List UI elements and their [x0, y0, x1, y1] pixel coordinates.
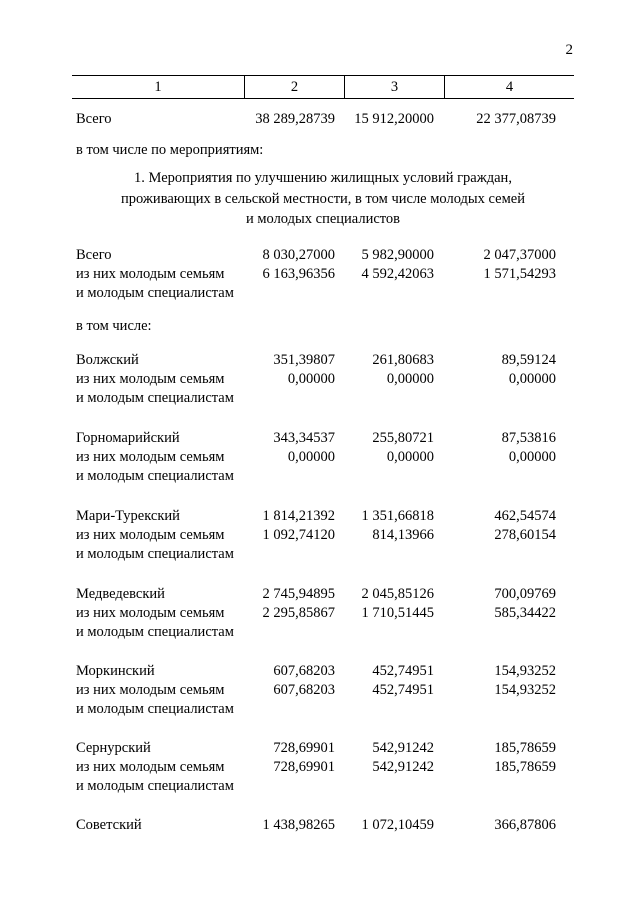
cell-col-2: 2 295,85867 [262, 605, 335, 621]
cell-col-4: 185,78659 [494, 759, 556, 775]
cell-col-4: 87,53816 [501, 430, 556, 446]
section-heading [72, 168, 574, 230]
cell-col-2: 607,68203 [273, 682, 335, 698]
cell-col-3: 5 982,90000 [361, 247, 434, 263]
page-number: 2 [565, 42, 573, 58]
cell-col-3: 452,74951 [372, 682, 434, 698]
cell-col-4: 585,34422 [494, 605, 556, 621]
cell-col-2: 728,69901 [273, 759, 335, 775]
row-label: и молодым специалистам [76, 390, 234, 406]
cell-col-4: 154,93252 [494, 663, 556, 679]
row-label: из них молодым семьям [76, 449, 225, 465]
table-row [0, 466, 639, 486]
cell-col-3: 0,00000 [386, 449, 434, 465]
district-name: Медведевский [76, 586, 165, 602]
row-label: из них молодым семьям [76, 605, 225, 621]
cell-col-3: 255,80721 [372, 430, 434, 446]
cell-col-4: 2 047,37000 [483, 247, 556, 263]
column-header-1: 1 [72, 76, 245, 98]
cell-col-3: 1 351,66818 [361, 508, 434, 524]
row-label: и молодым специалистам [76, 624, 234, 640]
cell-col-2: 351,39807 [273, 352, 335, 368]
table-row [0, 525, 639, 545]
table-row [0, 661, 639, 681]
row-label: Всего [76, 111, 112, 127]
cell-col-4: 89,59124 [501, 352, 556, 368]
district-name: Моркинский [76, 663, 155, 679]
column-header-3: 3 [345, 76, 445, 98]
cell-col-4: 154,93252 [494, 682, 556, 698]
row-label: из них молодым семьям [76, 266, 225, 282]
district-name: Горномарийский [76, 430, 180, 446]
column-header-2: 2 [245, 76, 345, 98]
cell-col-3: 1 710,51445 [361, 605, 434, 621]
row-label: из них молодым семьям [76, 371, 225, 387]
cell-col-2: 0,00000 [287, 449, 335, 465]
table-row [0, 776, 639, 796]
cell-col-3: 542,91242 [372, 740, 434, 756]
row-label: и молодым специалистам [76, 778, 234, 794]
cell-col-4: 700,09769 [494, 586, 556, 602]
cell-col-3: 0,00000 [386, 371, 434, 387]
table-row [0, 622, 639, 642]
district-name: Советский [76, 817, 142, 833]
including-label: в том числе: [76, 318, 152, 334]
cell-col-3: 542,91242 [372, 759, 434, 775]
cell-col-2: 38 289,28739 [255, 111, 335, 127]
cell-col-2: 728,69901 [273, 740, 335, 756]
table-row [0, 506, 639, 526]
section-heading-line: проживающих в сельской местности, в том числе молодых семей [121, 190, 525, 207]
table-row [0, 680, 639, 700]
cell-col-4: 366,87806 [494, 817, 556, 833]
row-label: и молодым специалистам [76, 285, 234, 301]
table-header-row [72, 75, 574, 99]
cell-col-2: 1 814,21392 [262, 508, 335, 524]
cell-col-4: 185,78659 [494, 740, 556, 756]
cell-col-3: 15 912,20000 [354, 111, 434, 127]
cell-col-3: 261,80683 [372, 352, 434, 368]
row-label: Всего [76, 247, 112, 263]
cell-col-4: 1 571,54293 [483, 266, 556, 282]
table-row [0, 757, 639, 777]
cell-col-3: 4 592,42063 [361, 266, 434, 282]
row-label: и молодым специалистам [76, 468, 234, 484]
section-heading-line: 1. Мероприятия по улучшению жилищных условий граждан, [134, 170, 512, 186]
cell-col-4: 278,60154 [494, 527, 556, 543]
table-row [0, 264, 639, 284]
table-row [0, 369, 639, 389]
cell-col-3: 452,74951 [372, 663, 434, 679]
cell-col-3: 1 072,10459 [361, 817, 434, 833]
cell-col-4: 0,00000 [508, 371, 556, 387]
row-label: и молодым специалистам [76, 701, 234, 717]
row-label: и молодым специалистам [76, 546, 234, 562]
district-name: Сернурский [76, 740, 151, 756]
row-label: из них молодым семьям [76, 682, 225, 698]
cell-col-4: 462,54574 [494, 508, 556, 524]
district-name: Волжский [76, 352, 139, 368]
row-label: из них молодым семьям [76, 527, 225, 543]
by-measures-label: в том числе по мероприятиям: [76, 142, 264, 158]
grand-total-row [0, 109, 639, 129]
table-row [0, 738, 639, 758]
cell-col-3: 814,13966 [372, 527, 434, 543]
table-row [0, 815, 639, 835]
table-row [0, 603, 639, 623]
cell-col-4: 0,00000 [508, 449, 556, 465]
table-row [0, 245, 639, 265]
table-row [0, 428, 639, 448]
table-row [0, 283, 639, 303]
cell-col-2: 0,00000 [287, 371, 335, 387]
cell-col-2: 2 745,94895 [262, 586, 335, 602]
table-row [0, 699, 639, 719]
cell-col-2: 343,34537 [273, 430, 335, 446]
cell-col-2: 6 163,96356 [262, 266, 335, 282]
cell-col-2: 8 030,27000 [262, 247, 335, 263]
cell-col-2: 1 438,98265 [262, 817, 335, 833]
row-label: из них молодым семьям [76, 759, 225, 775]
table-row [0, 350, 639, 370]
district-name: Мари-Турекский [76, 508, 180, 524]
table-row [0, 388, 639, 408]
table-row [0, 584, 639, 604]
cell-col-3: 2 045,85126 [361, 586, 434, 602]
cell-col-2: 1 092,74120 [262, 527, 335, 543]
column-header-4: 4 [505, 79, 514, 95]
cell-col-4: 22 377,08739 [476, 111, 556, 127]
table-row [0, 544, 639, 564]
cell-col-2: 607,68203 [273, 663, 335, 679]
section-heading-line: и молодых специалистов [245, 211, 401, 227]
table-row [0, 447, 639, 467]
